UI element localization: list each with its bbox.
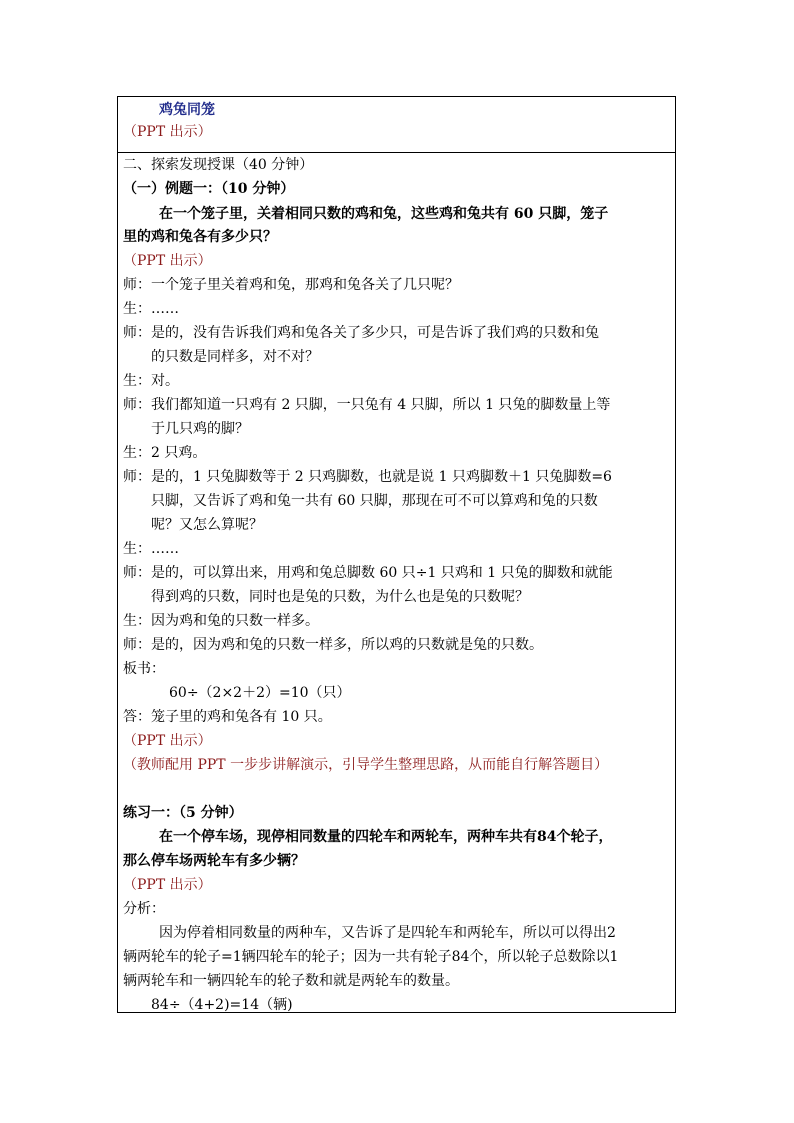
dialogue-line: 生：2 只鸡。 (123, 445, 207, 461)
dialogue-line: 师：是的，没有告诉我们鸡和兔各关了多少只，可是告诉了我们鸡的只数和兔 (123, 325, 599, 341)
dialogue-line: 生：因为鸡和兔的只数一样多。 (123, 613, 319, 629)
analysis-line: 因为停着相同数量的两种车，又告诉了是四轮车和两轮车，所以可以得出2 (159, 925, 616, 941)
title-cell (118, 97, 675, 153)
topic-title: 鸡兔同笼 (159, 102, 215, 118)
dialogue-line: 得到鸡的只数，同时也是兔的只数，为什么也是兔的只数呢？ (151, 589, 529, 605)
dialogue-line: 呢？又怎么算呢？ (151, 517, 263, 533)
teacher-note: （教师配用 PPT 一步步讲解演示，引导学生整理思路，从而能自行解答题目） (123, 757, 609, 773)
section-heading: 二、探索发现授课（40 分钟） (123, 157, 314, 173)
exercise-formula: 84÷（4+2)=14（辆) (151, 997, 293, 1013)
dialogue-line: 于几只鸡的脚？ (151, 421, 249, 437)
answer-line: 答：笼子里的鸡和兔各有 10 只。 (123, 709, 332, 725)
dialogue-line: 只脚，又告诉了鸡和兔一共有 60 只脚，那现在可不可以算鸡和兔的只数 (151, 493, 598, 509)
board-formula: 60÷（2×2＋2）=10（只） (169, 685, 351, 701)
dialogue-line: 的只数是同样多，对不对？ (151, 349, 319, 365)
example-problem-line: 里的鸡和兔各有多少只？ (123, 229, 277, 245)
ppt-note: （PPT 出示） (123, 124, 212, 140)
board-label: 板书： (123, 661, 165, 677)
exercise-problem-line: 在一个停车场，现停相同数量的四轮车和两轮车，两种车共有84个轮子， (159, 829, 613, 845)
ppt-note: （PPT 出示） (123, 253, 212, 269)
ppt-note: （PPT 出示） (123, 733, 212, 749)
analysis-line: 辆两轮车的轮子=1辆四轮车的轮子；因为一共有轮子84个，所以轮子总数除以1 (123, 949, 619, 965)
dialogue-line: 师：一个笼子里关着鸡和兔，那鸡和兔各关了几只呢？ (123, 277, 459, 293)
dialogue-line: 师：我们都知道一只鸡有 2 只脚，一只兔有 4 只脚，所以 1 只兔的脚数量上等 (123, 397, 611, 413)
analysis-label: 分析： (123, 901, 165, 917)
example-problem-line: 在一个笼子里，关着相同只数的鸡和兔，这些鸡和兔共有 60 只脚，笼子 (159, 206, 609, 222)
dialogue-line: 生：…… (123, 541, 179, 557)
dialogue-line: 师：是的，可以算出来，用鸡和兔总脚数 60 只÷1 只鸡和 1 只兔的脚数和就能 (123, 565, 613, 581)
dialogue-line: 师：是的，因为鸡和兔的只数一样多，所以鸡的只数就是兔的只数。 (123, 637, 543, 653)
lesson-table (117, 96, 676, 1013)
dialogue-line: 生：对。 (123, 373, 179, 389)
analysis-line: 辆两轮车和一辆四轮车的轮子数和就是两轮车的数量。 (123, 973, 459, 989)
ppt-note: （PPT 出示） (123, 877, 212, 893)
dialogue-line: 师：是的，1 只兔脚数等于 2 只鸡脚数，也就是说 1 只鸡脚数＋1 只兔脚数=6 (123, 469, 612, 485)
example-heading: （一）例题一：（10 分钟） (123, 181, 295, 197)
exercise-heading: 练习一：（5 分钟） (123, 805, 243, 821)
exercise-problem-line: 那么停车场两轮车有多少辆？ (123, 853, 305, 869)
dialogue-line: 生：…… (123, 301, 179, 317)
